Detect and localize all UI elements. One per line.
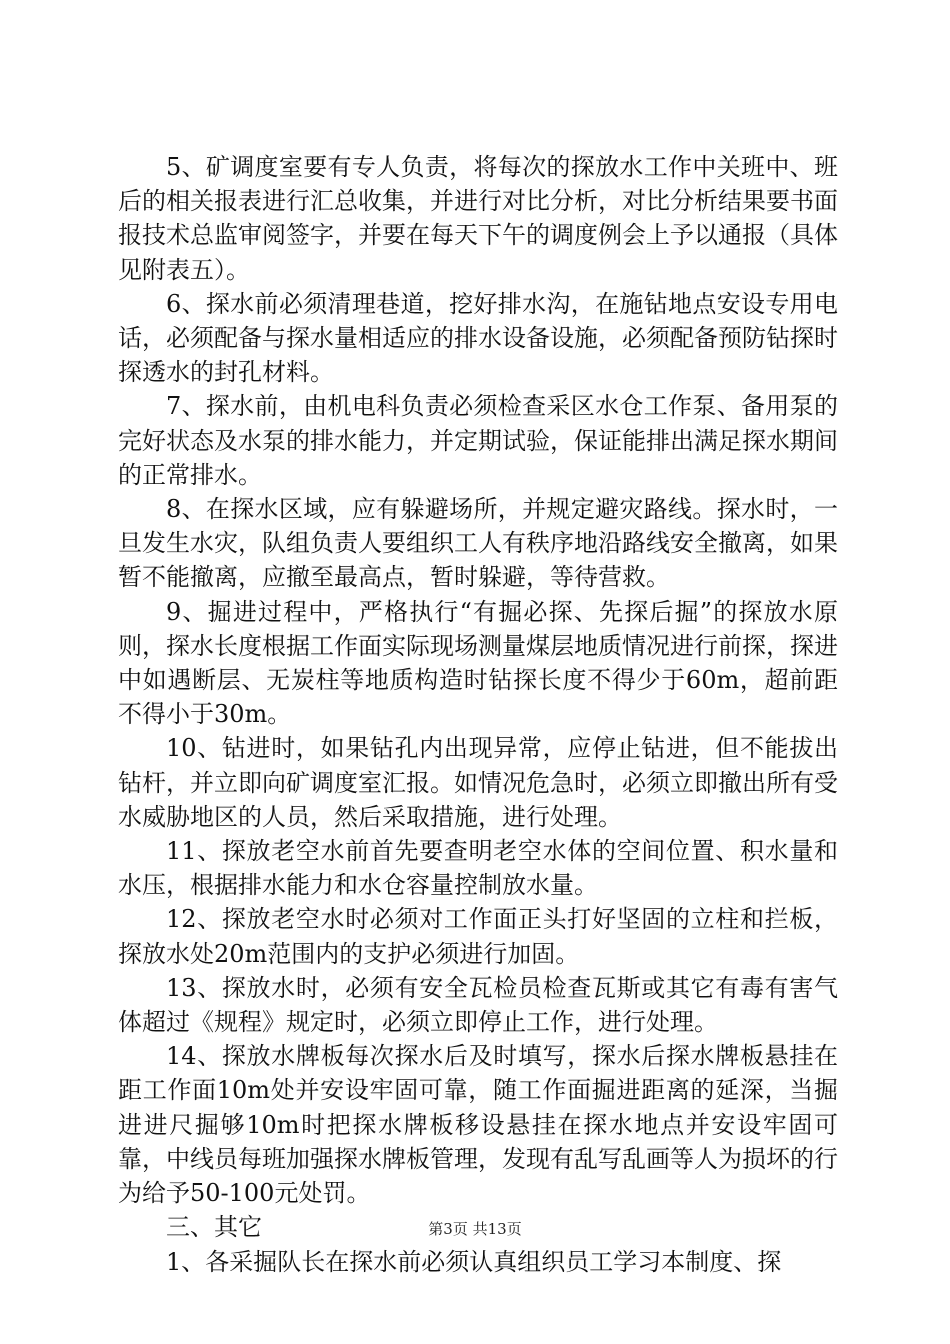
paragraph-item-11: 11、探放老空水前首先要查明老空水体的空间位置、积水量和水压，根据排水能力和水仓容量控制放水量。 xyxy=(118,837,838,900)
paragraph-item-12: 12、探放老空水时必须对工作面正头打好坚固的立柱和拦板，探放水处20m范围内的支护必须进行加固。 xyxy=(118,905,838,968)
paragraph-item-14: 14、探放水牌板每次探水后及时填写，探水后探水牌板悬挂在距工作面10m处并安设牢固可靠，随工作面掘进距离的延深，当掘进进尺掘够10m时把探水牌板移设悬挂在探水地点并安设牢固可靠，中线员每班加强探水牌板管理，发现有乱写乱画等人为损坏的行为给予50-100元处罚。 xyxy=(118,1042,838,1208)
document-body xyxy=(118,150,838,1279)
page-footer: 第3页 共13页 xyxy=(428,1220,522,1238)
paragraph-item-8: 8、在探水区域，应有躲避场所，并规定避灾路线。探水时，一旦发生水灾，队组负责人要组织工人有秩序地沿路线安全撤离，如果暂不能撤离，应撤至最高点，暂时躲避，等待营救。 xyxy=(118,495,838,592)
section-heading-others: 三、其它 xyxy=(166,1213,262,1242)
paragraph-item-5: 5、矿调度室要有专人负责，将每次的探放水工作中关班中、班后的相关报表进行汇总收集，并进行对比分析，对比分析结果要书面报技术总监审阅签字，并要在每天下午的调度例会上予以通报（具体见附表五）。 xyxy=(118,153,838,284)
paragraph-item-6: 6、探水前必须清理巷道，挖好排水沟，在施钻地点安设专用电话，必须配备与探水量相适应的排水设备设施，必须配备预防钻探时探透水的封孔材料。 xyxy=(118,289,838,387)
paragraph-item-10: 10、钻进时，如果钻孔内出现异常，应停止钻进，但不能拔出钻杆，并立即向矿调度室汇报。如情况危急时，必须立即撤出所有受水威胁地区的人员，然后采取措施，进行处理。 xyxy=(118,734,838,831)
paragraph-item-13: 13、探放水时，必须有安全瓦检员检查瓦斯或其它有毒有害气体超过《规程》规定时，必须立即停止工作，进行处理。 xyxy=(118,973,838,1037)
paragraph-item-7: 7、探水前，由机电科负责必须检查采区水仓工作泵、备用泵的完好状态及水泵的排水能力，并定期试验，保证能排出满足探水期间的正常排水。 xyxy=(118,392,838,489)
paragraph-item-others-1: 1、各采掘队长在探水前必须认真组织员工学习本制度、探 xyxy=(166,1247,782,1276)
paragraph-item-9: 9、掘进过程中，严格执行“有掘必探、先探后掘”的探放水原则，探水长度根据工作面实际现场测量煤层地质情况进行前探，探进中如遇断层、无炭柱等地质构造时钻探长度不得少于60m，超前距不得小于30m。 xyxy=(118,597,838,729)
